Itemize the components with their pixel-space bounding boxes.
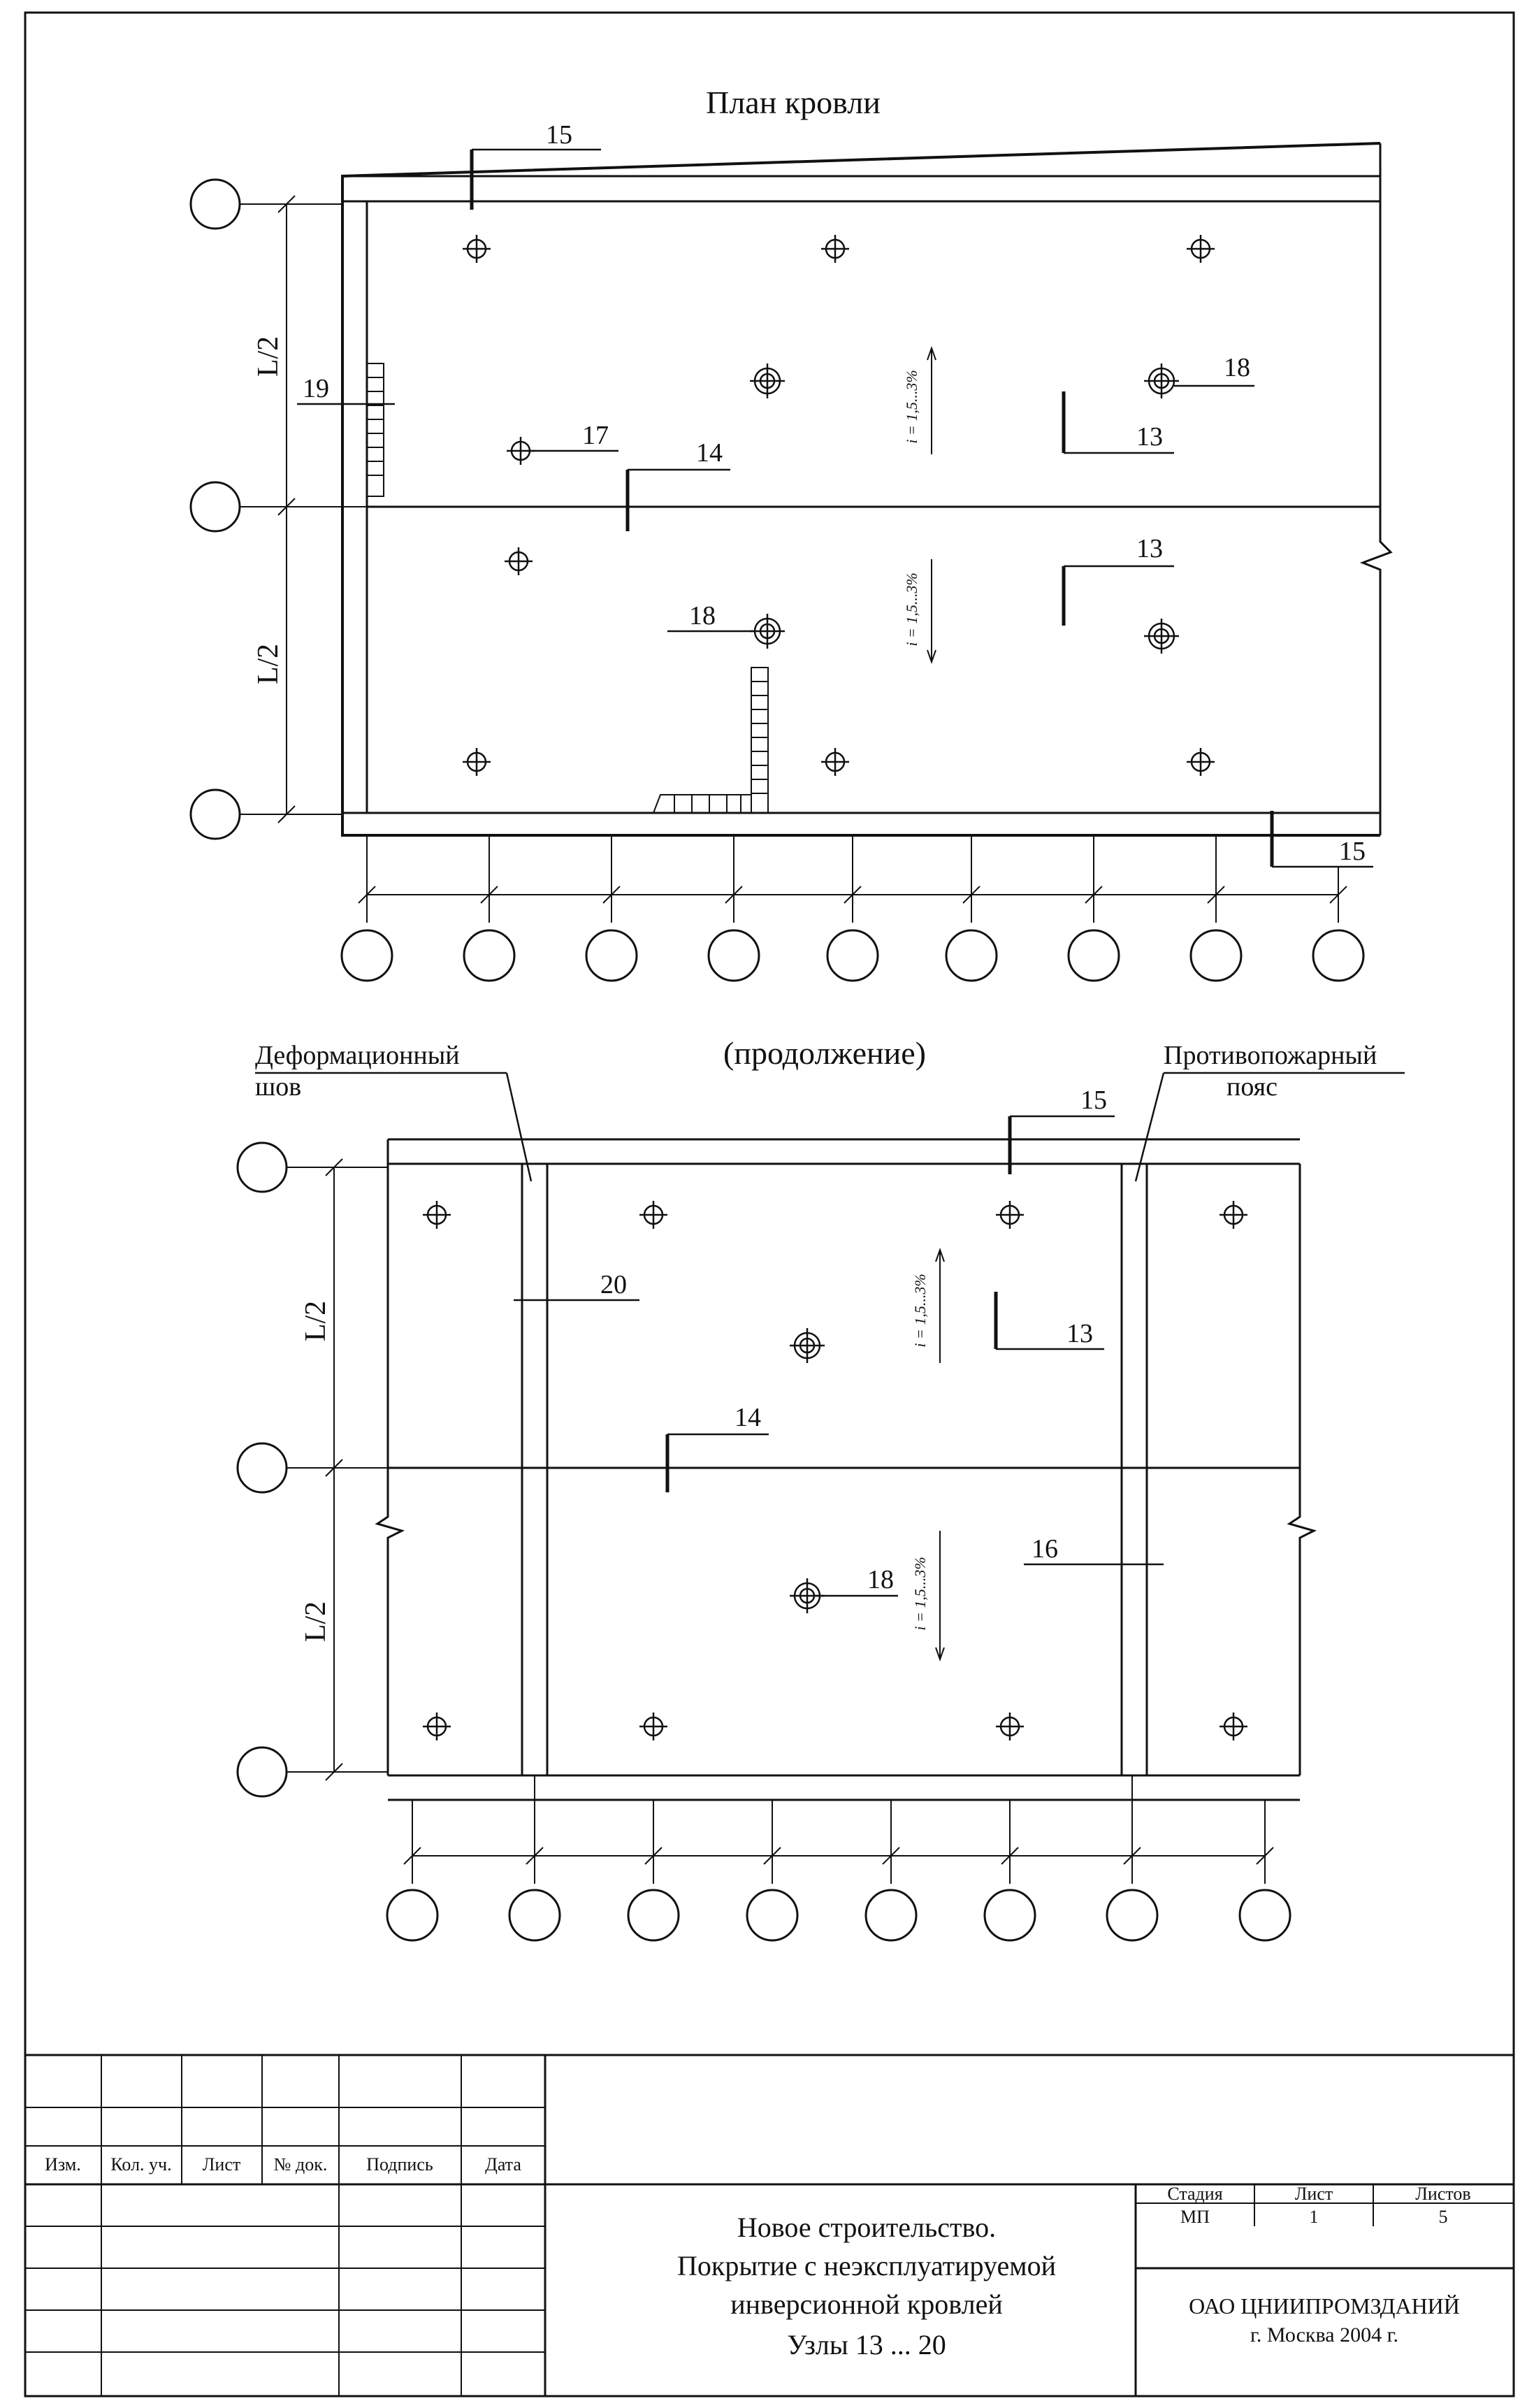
- axis-bubble: [1107, 1890, 1157, 1940]
- continuation-title: (продолжение): [723, 1035, 926, 1071]
- roof-drain-icon: [996, 1713, 1024, 1740]
- tb-org-name: ОАО ЦНИИПРОМЗДАНИЙ: [1189, 2293, 1460, 2319]
- dim-label-l2: L/2: [252, 643, 284, 685]
- axis-bubble: [1069, 930, 1119, 981]
- tb-org-city: г. Москва 2004 г.: [1250, 2323, 1398, 2346]
- dim-label-l2: L/2: [300, 1300, 332, 1342]
- firebreak-strip: [1122, 1164, 1147, 1775]
- large-funnel-icon: [750, 614, 785, 649]
- callout-14: 14: [734, 1403, 761, 1432]
- callout-20: 20: [600, 1270, 627, 1299]
- roof-drain-icon: [423, 1713, 451, 1740]
- axis-bubble: [387, 1890, 437, 1940]
- sheet-frame: [25, 13, 1514, 2396]
- roof-drain-icon: [1220, 1201, 1247, 1229]
- label-firebreak-2: пояс: [1226, 1072, 1278, 1102]
- roof-plan-title: План кровли: [706, 85, 881, 120]
- roof-drain-icon: [821, 748, 849, 776]
- callout-17: 17: [582, 421, 609, 450]
- slope-label: i = 1,5...3%: [903, 370, 920, 444]
- axis-bubble: [238, 1747, 287, 1796]
- axis-bubble: [1240, 1890, 1290, 1940]
- label-expansion-joint: Деформационный: [255, 1041, 460, 1070]
- large-funnel-icon: [790, 1328, 825, 1363]
- tb-title-line-1: Новое строительство.: [737, 2212, 997, 2243]
- expansion-joint-strip: [522, 1164, 547, 1775]
- callout-18: 18: [689, 601, 716, 630]
- roof-drain-icon: [463, 235, 491, 263]
- axis-bubble: [191, 482, 240, 531]
- axis-bubble: [985, 1890, 1035, 1940]
- roof-outline: [342, 143, 1380, 835]
- callout-14: 14: [696, 438, 723, 468]
- axis-bubble: [191, 180, 240, 229]
- roof-drain-icon: [639, 1201, 667, 1229]
- roof-drain-icon: [463, 748, 491, 776]
- tb-header-list: Лист: [202, 2154, 241, 2175]
- slope-label: i = 1,5...3%: [911, 1557, 929, 1631]
- continuation-outline: [377, 1139, 1314, 1800]
- roof-drain-icon: [423, 1201, 451, 1229]
- label-expansion-joint-2: шов: [255, 1072, 302, 1102]
- tb-sheet-label: Лист: [1294, 2184, 1333, 2204]
- title-block: [25, 2055, 1514, 2396]
- roof-drain-icon: [1220, 1713, 1247, 1740]
- axis-bubble: [586, 930, 637, 981]
- axis-bubble: [709, 930, 759, 981]
- callout-13: 13: [1136, 422, 1163, 452]
- callout-15: 15: [1339, 837, 1366, 866]
- axis-bubble: [464, 930, 514, 981]
- slope-label: i = 1,5...3%: [911, 1274, 929, 1348]
- tb-header-doc: № док.: [273, 2154, 328, 2175]
- roof-plan-continuation: [238, 1035, 1405, 1940]
- tb-stage-value: МП: [1180, 2207, 1210, 2227]
- axis-bubble: [946, 930, 997, 981]
- roof-drain-icon: [1187, 235, 1215, 263]
- roof-drain-icon: [821, 235, 849, 263]
- axis-bubble: [747, 1890, 797, 1940]
- axis-bubble: [238, 1143, 287, 1192]
- roof-drain-icon: [996, 1201, 1024, 1229]
- axis-bubble: [191, 790, 240, 839]
- tb-sheet-value: 1: [1309, 2207, 1319, 2227]
- tb-stage-label: Стадия: [1167, 2184, 1223, 2204]
- axis-bubble: [509, 1890, 560, 1940]
- tb-header-izm: Изм.: [45, 2154, 81, 2175]
- tb-header-kol-uch: Кол. уч.: [110, 2154, 172, 2175]
- tb-title-line-3: инверсионной кровлей: [730, 2288, 1003, 2320]
- label-firebreak: Противопожарный: [1164, 1041, 1377, 1070]
- callout-13: 13: [1066, 1319, 1093, 1348]
- large-funnel-icon: [1144, 619, 1179, 654]
- slope-label: i = 1,5...3%: [903, 572, 920, 647]
- callout-18: 18: [867, 1565, 894, 1594]
- callout-15: 15: [546, 120, 572, 150]
- dim-label-l2: L/2: [252, 336, 284, 377]
- callout-16: 16: [1032, 1534, 1058, 1564]
- roof-drain-icon: [1187, 748, 1215, 776]
- tb-header-date: Дата: [485, 2154, 521, 2175]
- tb-sheets-value: 5: [1438, 2207, 1448, 2227]
- tb-title-line-4: Узлы 13 ... 20: [787, 2329, 946, 2360]
- axis-bubble: [866, 1890, 916, 1940]
- axis-bubble: [827, 930, 878, 981]
- drain-funnels: [463, 235, 1215, 776]
- roof-drain-icon: [639, 1713, 667, 1740]
- dim-label-l2: L/2: [300, 1601, 332, 1643]
- axis-bubble: [342, 930, 392, 981]
- roof-plan: [191, 85, 1391, 981]
- callout-18: 18: [1224, 353, 1250, 382]
- tb-header-signature: Подпись: [366, 2154, 433, 2175]
- tb-title-line-2: Покрытие с неэксплуатируемой: [677, 2250, 1056, 2281]
- axis-bubble: [1191, 930, 1241, 981]
- large-funnel-icon: [750, 363, 785, 398]
- axis-bubble: [628, 1890, 679, 1940]
- hatched-strip-bottom: [653, 668, 768, 813]
- callout-13: 13: [1136, 534, 1163, 563]
- axis-bubble: [238, 1443, 287, 1492]
- axis-bubble: [1313, 930, 1363, 981]
- callout-19: 19: [303, 374, 329, 403]
- tb-sheets-label: Листов: [1415, 2184, 1471, 2204]
- large-funnel-icon: [1144, 363, 1179, 398]
- callout-15: 15: [1080, 1086, 1107, 1115]
- roof-drain-icon: [505, 547, 533, 575]
- hatched-strip-left: [367, 363, 384, 496]
